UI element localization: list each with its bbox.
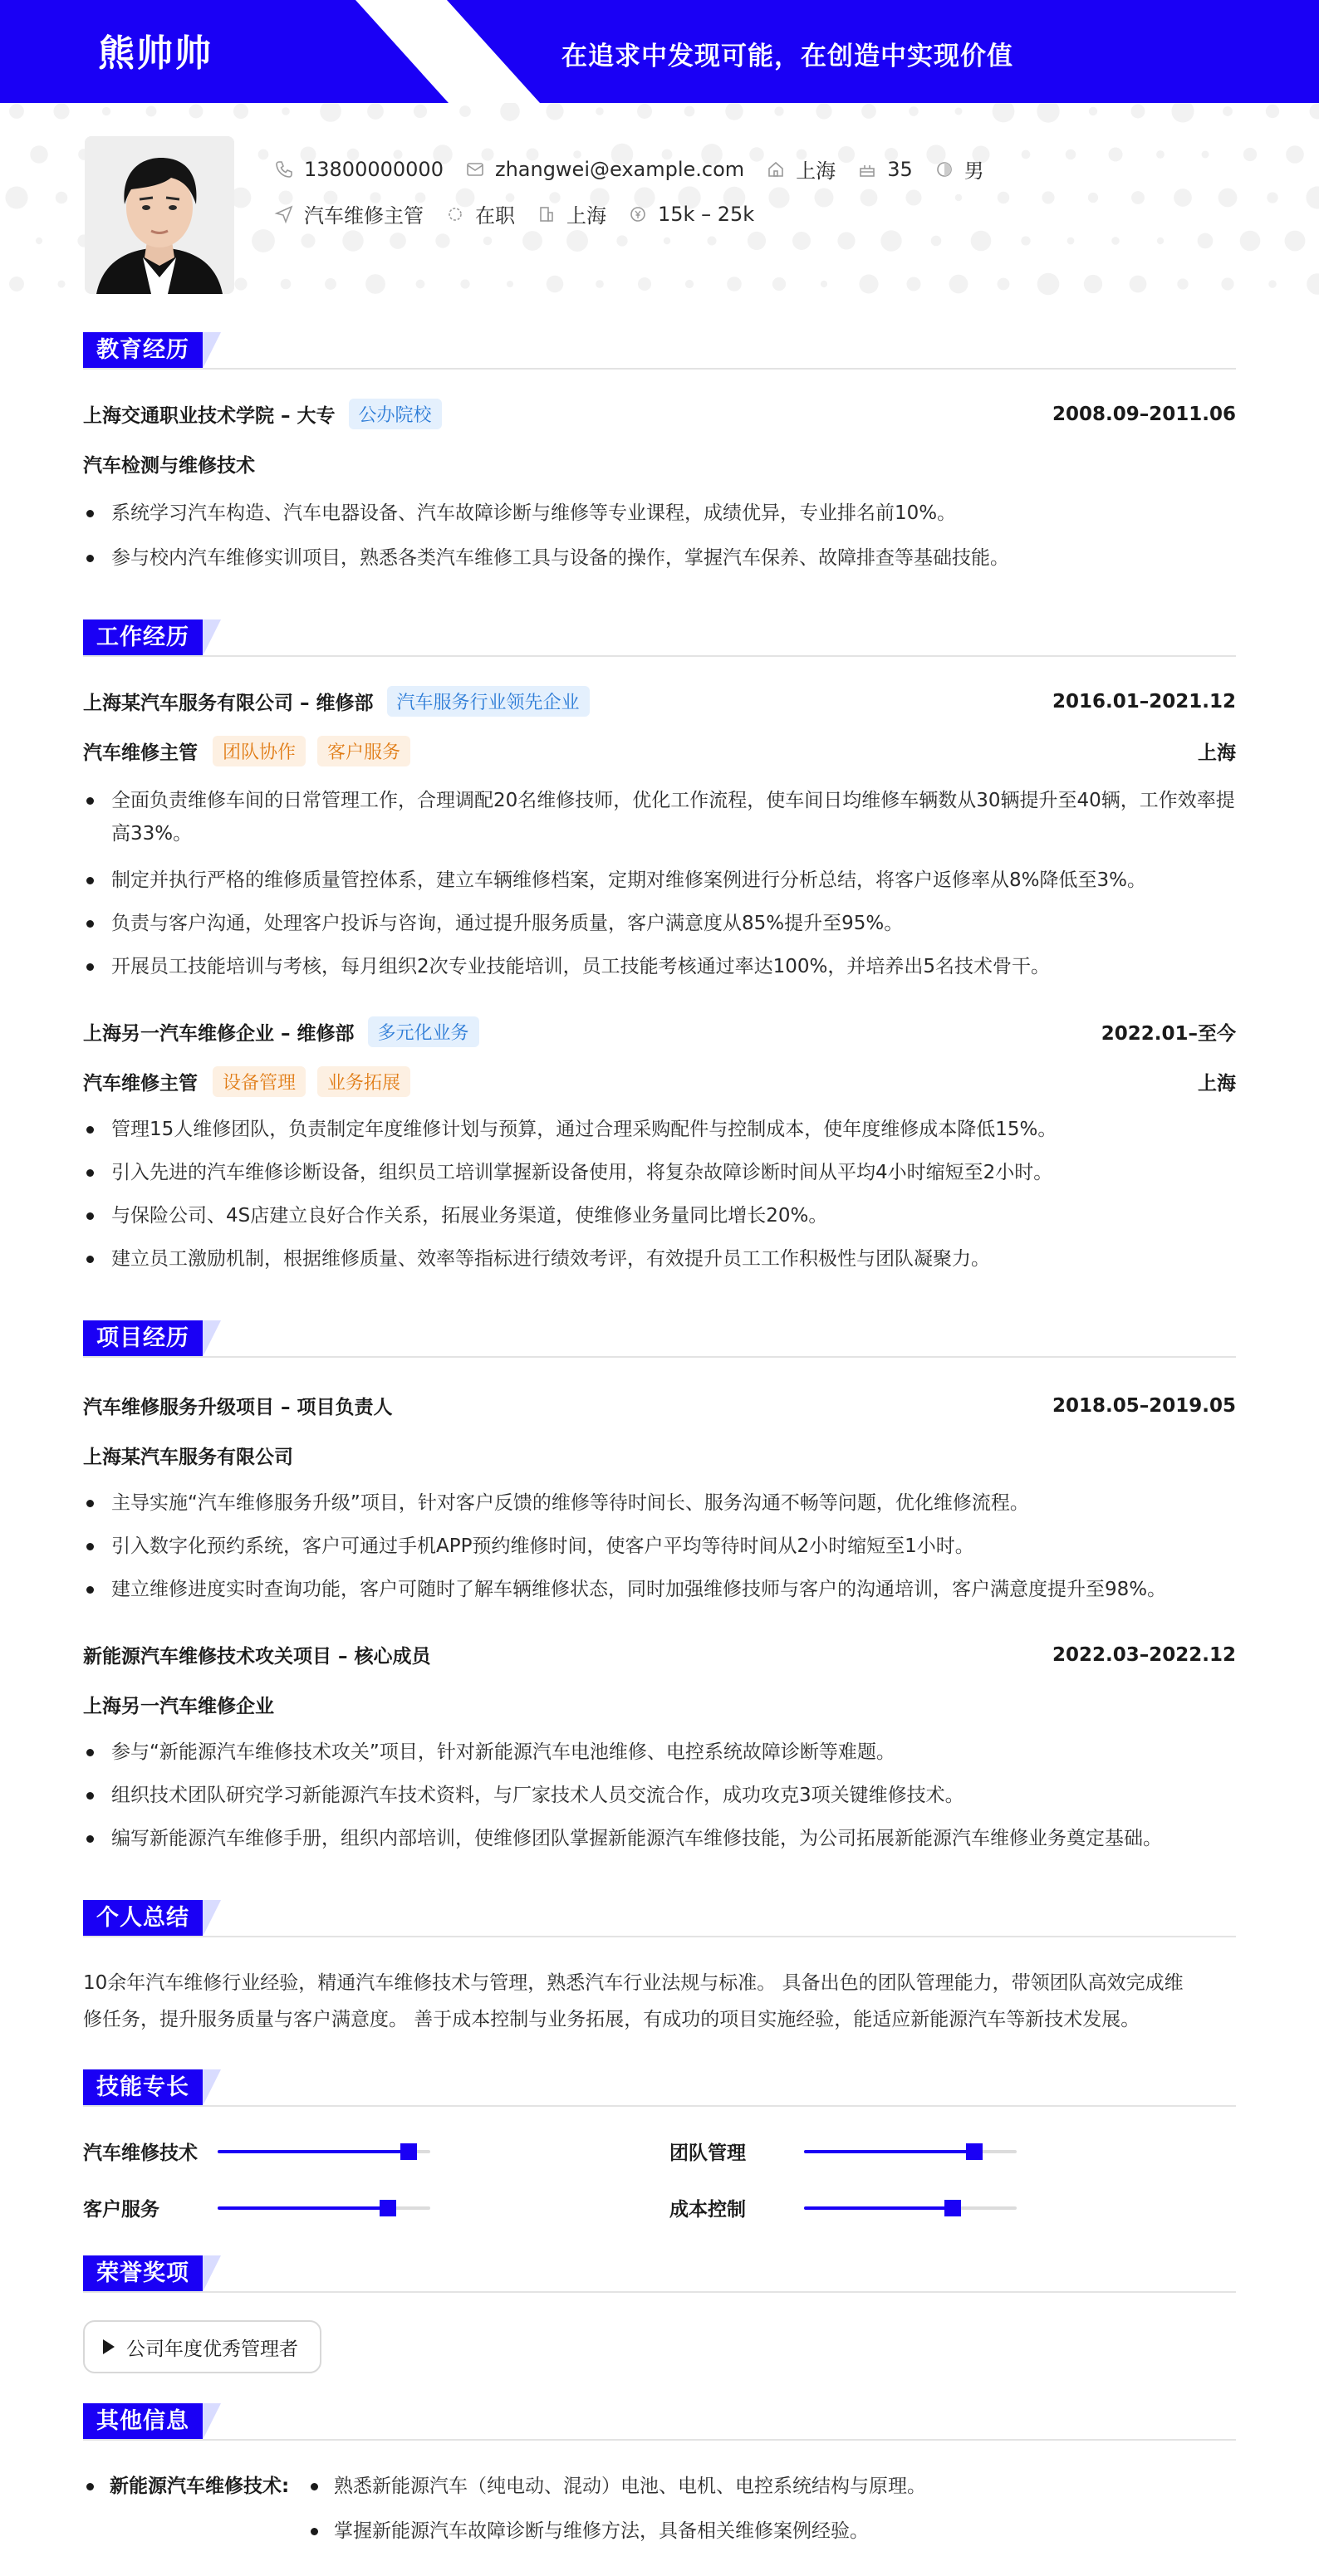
- school-tag: 公办院校: [349, 399, 442, 429]
- list-item: 全面负责维修车间的日常管理工作，合理调配20名维修技师，优化工作流程，使车间日均维修车辆数从30辆提升至40辆，工作效率提高33%。: [83, 784, 1236, 850]
- background-dot: [949, 275, 968, 294]
- money-icon: [628, 204, 648, 224]
- background-dot: [861, 189, 878, 207]
- background-dot: [189, 105, 203, 119]
- project-org-row: [83, 1691, 1236, 1718]
- phone-item[interactable]: [274, 158, 444, 181]
- skill-knob: [944, 2200, 961, 2216]
- skill-name: 团队管理: [669, 2143, 746, 2164]
- skill-item: [669, 2194, 1017, 2221]
- background-dot: [821, 281, 827, 287]
- section-awards-title: [83, 2255, 221, 2292]
- avatar: [85, 136, 234, 294]
- project-org: 上海另一汽车维修企业: [83, 1696, 274, 1717]
- skill-name: 汽车维修技术: [83, 2143, 198, 2164]
- age-text: 35: [887, 157, 913, 181]
- phone-text: 13800000000: [304, 157, 444, 181]
- list-item: 熟悉新能源汽车（纯电动、混动）电池、电机、电控系统结构与原理。: [307, 2470, 926, 2503]
- background-dot: [390, 233, 406, 249]
- list-item: 建立维修进度实时查询功能，客户可随时了解车辆维修状态，同时加强维修技师与客户的沟通培训，客户满意度提升至98%。: [83, 1573, 1236, 1606]
- background-dot: [36, 238, 42, 244]
- background-dot: [1022, 150, 1031, 159]
- section-title-label: 个人总结: [83, 1900, 203, 1937]
- building-icon: [537, 204, 557, 224]
- skill-knob: [380, 2200, 396, 2216]
- cake-icon: [857, 159, 877, 179]
- skill-item: [669, 2138, 1017, 2165]
- skill-tag: 团队协作: [213, 736, 306, 766]
- section-title-label: 项目经历: [83, 1320, 203, 1357]
- other-label: 新能源汽车维修技术:: [83, 2470, 289, 2503]
- background-dot: [53, 103, 69, 119]
- job-role-row: [83, 1066, 1236, 1097]
- award-item: [83, 2320, 321, 2373]
- background-dot: [861, 104, 876, 119]
- salary-item: [628, 203, 754, 226]
- background-dot: [1037, 273, 1060, 296]
- skill-name: 成本控制: [669, 2199, 746, 2221]
- background-dot: [772, 277, 786, 291]
- list-item: 开展员工技能培训与考核，每月组织2次专业技能培训，员工技能考核通过率达100%，并培养出5名技术骨干。: [83, 950, 1236, 983]
- background-dot: [727, 277, 742, 291]
- background-dot: [1084, 275, 1102, 293]
- gender-text: 男: [964, 159, 984, 183]
- background-dot: [56, 192, 67, 203]
- status-text: 在职: [475, 204, 515, 228]
- job-header: [83, 686, 1236, 717]
- list-item: 与保险公司、4S店建立良好合作关系，拓展业务渠道，使维修业务量同比增长20%。: [83, 1199, 1236, 1232]
- background-dot: [1111, 237, 1120, 245]
- project-header: [83, 1641, 1236, 1668]
- background-dot: [616, 235, 627, 246]
- background-dot: [1021, 236, 1030, 245]
- list-item: 引入先进的汽车维修诊断设备，组织员工培训掌握新设备使用，将复杂故障诊断时间从平均4小时缩短至2小时。: [83, 1156, 1236, 1189]
- background-dot: [1131, 105, 1145, 119]
- background-dot: [1131, 191, 1145, 204]
- list-item: 引入数字化预约系统，客户可通过手机APP预约维修时间，使客户平均等待时间从2小时缩短至1小时。: [83, 1530, 1236, 1563]
- job-city: 上海: [1198, 742, 1236, 764]
- list-item: 管理15人维修团队，负责制定年度维修计划与预算，通过合理采购配件与控制成本，使年度维修成本降低15%。: [83, 1113, 1236, 1146]
- company-tag: 多元化业务: [368, 1016, 479, 1047]
- background-dot: [1221, 277, 1233, 290]
- job-role: 汽车维修主管: [83, 1073, 198, 1095]
- project-date: 2018.05–2019.05: [1052, 1394, 1236, 1417]
- job-intent-row: [274, 199, 776, 228]
- background-dot: [931, 236, 942, 247]
- section-divider: [83, 2291, 1236, 2293]
- background-dot: [459, 105, 471, 117]
- background-dot: [522, 231, 542, 251]
- background-dot: [146, 106, 157, 117]
- background-dot: [637, 104, 652, 119]
- section-education-title: [83, 332, 221, 369]
- background-dot: [1223, 106, 1233, 116]
- list-item: 组织技术团队研究学习新能源汽车技术资料，与厂家技术人员交流合作，成功攻克3项关键维修技术。: [83, 1779, 1236, 1812]
- skill-item: [83, 2194, 430, 2221]
- skill-knob: [400, 2143, 417, 2160]
- skill-bar: [804, 2150, 1017, 2153]
- background-dot: [1202, 151, 1209, 159]
- background-dot: [1066, 149, 1076, 159]
- list-item: 参与“新能源汽车维修技术攻关”项目，针对新能源汽车电池维修、电控系统故障诊断等难题。: [83, 1736, 1236, 1769]
- position-text: 汽车维修主管: [304, 204, 424, 228]
- background-dot: [566, 230, 588, 252]
- background-dot: [258, 149, 269, 160]
- project-org-row: [83, 1442, 1236, 1469]
- skill-knob: [966, 2143, 983, 2160]
- job-role: 汽车维修主管: [83, 742, 198, 764]
- background-dot: [685, 280, 694, 288]
- background-dot: [1266, 105, 1279, 118]
- background-dot: [507, 281, 513, 287]
- background-dot: [9, 277, 24, 291]
- background-dot: [367, 103, 384, 120]
- section-title-label: 教育经历: [83, 332, 203, 369]
- background-dot: [1108, 147, 1122, 161]
- background-dot: [638, 277, 651, 291]
- background-dot: [483, 237, 493, 246]
- section-other-title: [83, 2403, 221, 2440]
- background-dot: [1267, 192, 1277, 203]
- background-dot: [234, 277, 247, 290]
- background-dot: [664, 238, 670, 244]
- background-dot: [596, 280, 604, 288]
- company-name: 上海某汽车服务有限公司 – 维修部: [83, 693, 374, 714]
- background-dot: [342, 230, 363, 251]
- background-dot: [955, 194, 962, 201]
- background-dot: [281, 279, 292, 290]
- school-name: 上海交通职业技术学院 – 大专: [83, 405, 336, 427]
- background-dot: [792, 232, 811, 250]
- background-dot: [906, 277, 920, 291]
- resume-name: 熊帅帅: [98, 32, 213, 75]
- play-icon: [103, 2339, 115, 2354]
- list-item: 参与校内汽车维修实训项目，熟悉各类汽车维修工具与设备的操作，掌握汽车保养、故障排查等基础技能。: [83, 541, 1236, 575]
- background-dot: [1042, 191, 1054, 203]
- section-title-label: 其他信息: [83, 2403, 203, 2440]
- project-name: 汽车维修服务升级项目 – 项目负责人: [83, 1397, 393, 1418]
- list-item: 主导实施“汽车维修服务升级”项目，针对客户反馈的维修等待时间长、服务沟通不畅等问题，优化维修流程。: [83, 1486, 1236, 1520]
- background-dot: [460, 279, 469, 288]
- section-divider: [83, 1356, 1236, 1358]
- background-dot: [1286, 145, 1304, 164]
- company-name: 上海另一汽车维修企业 – 维修部: [83, 1023, 355, 1045]
- background-dot: [971, 231, 992, 252]
- section-divider: [83, 655, 1236, 657]
- list-item: 建立员工激励机制，根据维修质量、效率等指标进行绩效考评，有效提升员工工作积极性与团队凝聚力。: [83, 1242, 1236, 1276]
- background-dot: [9, 104, 24, 119]
- section-summary-title: [83, 1900, 221, 1937]
- background-dot: [909, 106, 919, 116]
- background-dot: [1088, 193, 1098, 203]
- city-text: 上海: [566, 204, 606, 228]
- background-dot: [725, 103, 743, 120]
- company-tag: 汽车服务行业领先企业: [387, 686, 590, 717]
- status-icon: [445, 204, 465, 224]
- section-divider: [83, 1936, 1236, 1937]
- skill-item: [83, 2138, 430, 2165]
- list-item: 编写新能源汽车维修手册，组织内部培训，使维修团队掌握新能源汽车维修技能，为公司拓展新能源汽车维修业务奠定基础。: [83, 1822, 1236, 1855]
- project-name: 新能源汽车维修技术攻关项目 – 核心成员: [83, 1646, 431, 1668]
- background-dot: [684, 106, 695, 117]
- contact-row: [274, 154, 1006, 184]
- resume-motto: 在追求中发现可能，在创造中实现价值: [561, 42, 1013, 71]
- list-item: 制定并执行严格的维修质量管控体系，建立车辆维修档案，定期对维修案例进行分析总结，将客户返修率从8%降低至3%。: [83, 864, 1236, 897]
- background-dot: [435, 233, 449, 247]
- job-city: 上海: [1198, 1073, 1236, 1095]
- skill-tag: 客户服务: [317, 736, 410, 766]
- skill-bar: [804, 2206, 1017, 2210]
- education-date: 2008.09–2011.06: [1052, 403, 1236, 425]
- age-item: [857, 158, 913, 181]
- background-dot: [301, 233, 315, 247]
- background-dot: [1037, 103, 1059, 123]
- home-icon: [766, 159, 786, 179]
- background-dot: [5, 186, 27, 208]
- section-title-label: 技能专长: [83, 2069, 203, 2106]
- background-dot: [546, 103, 563, 120]
- job-date: 2016.01–2021.12: [1052, 690, 1236, 713]
- background-dot: [365, 274, 385, 294]
- background-dot: [57, 280, 65, 287]
- background-dot: [547, 276, 563, 292]
- location-text: 上海: [796, 159, 836, 183]
- background-dot: [414, 105, 427, 118]
- section-divider: [83, 2439, 1236, 2441]
- background-dot: [1157, 238, 1164, 244]
- background-dot: [905, 189, 921, 205]
- mail-icon: [465, 159, 485, 179]
- background-dot: [1307, 273, 1319, 295]
- background-dot: [880, 230, 901, 251]
- skill-bar: [218, 2206, 430, 2210]
- background-dot: [1306, 186, 1319, 208]
- list-item: 负责与客户沟通，处理客户投诉与咨询，通过提升服务质量，客户满意度从85%提升至95%。: [83, 907, 1236, 940]
- salary-text: 15k – 25k: [658, 202, 755, 226]
- send-icon: [274, 204, 294, 224]
- summary-line: 修任务，提升服务质量与客户满意度。 善于成本控制与业务拓展，有成功的项目实施经验，能适应新能源汽车等新技术发展。: [83, 2009, 1140, 2030]
- project-date: 2022.03–2022.12: [1052, 1643, 1236, 1666]
- background-dot: [1089, 107, 1097, 115]
- skill-tag: 业务拓展: [317, 1066, 410, 1097]
- background-dot: [774, 106, 783, 115]
- background-dot: [859, 274, 878, 293]
- background-dot: [1174, 189, 1192, 207]
- background-dot: [282, 107, 290, 115]
- section-divider: [83, 2105, 1236, 2107]
- background-dot: [500, 103, 520, 121]
- background-dot: [1243, 148, 1257, 161]
- background-dot: [1177, 278, 1188, 289]
- list-item: 掌握新能源汽车故障诊断与维修方法，具备相关维修案例经验。: [307, 2515, 869, 2548]
- section-title-label: 工作经历: [83, 620, 203, 656]
- award-label: 公司年度优秀管理者: [126, 2338, 298, 2360]
- email-item[interactable]: [465, 158, 744, 181]
- project-header: [83, 1392, 1236, 1419]
- project-org: 上海某汽车服务有限公司: [83, 1447, 293, 1468]
- background-dot: [816, 103, 831, 119]
- background-dot: [233, 104, 248, 119]
- phone-icon: [274, 159, 294, 179]
- background-dot: [30, 145, 47, 163]
- background-dot: [707, 236, 716, 245]
- section-title-label: 荣誉奖项: [83, 2255, 203, 2292]
- skill-bar: [218, 2150, 430, 2153]
- background-dot: [1285, 231, 1306, 252]
- background-dot: [998, 192, 1009, 203]
- background-dot: [102, 107, 110, 115]
- major-name: 汽车检测与维修技术: [83, 455, 255, 477]
- background-dot: [1198, 233, 1214, 249]
- background-dot: [1218, 189, 1238, 208]
- section-divider: [83, 368, 1236, 370]
- skill-name: 客户服务: [83, 2199, 159, 2221]
- summary-line: 10余年汽车维修行业经验，精通汽车维修技术与管理，熟悉汽车行业法规与标准。 具备出色的团队管理能力，带领团队高效完成维: [83, 1972, 1184, 1994]
- job-role-row: [83, 736, 1236, 766]
- background-dot: [416, 280, 425, 289]
- background-dot: [1067, 238, 1075, 245]
- background-dot: [993, 103, 1015, 122]
- background-dot: [748, 232, 766, 250]
- job-header: [83, 1016, 1236, 1047]
- skill-tag: 设备管理: [213, 1066, 306, 1097]
- status-item: [445, 199, 515, 228]
- section-work-title: [83, 620, 221, 656]
- background-dot: [1240, 231, 1261, 252]
- section-projects-title: [83, 1320, 221, 1357]
- email-text: zhangwei@example.com: [494, 157, 745, 181]
- header-banner: [0, 0, 1319, 103]
- background-dot: [596, 107, 604, 115]
- background-dot: [1130, 276, 1147, 293]
- background-dot: [954, 107, 962, 115]
- background-dot: [1309, 103, 1319, 119]
- education-major-row: [83, 450, 1236, 477]
- background-dot: [1171, 103, 1194, 123]
- gender-icon: [934, 159, 954, 179]
- location-item: [766, 154, 836, 184]
- background-dot: [1268, 280, 1277, 288]
- background-dot: [815, 189, 834, 208]
- city-item: [537, 199, 606, 228]
- position-item: [274, 199, 424, 228]
- gender-item: [934, 154, 984, 184]
- background-dot: [1156, 150, 1165, 159]
- background-dot: [325, 278, 336, 290]
- background-dot: [837, 232, 855, 249]
- background-dot: [998, 278, 1010, 291]
- job-date: 2022.01–至今: [1101, 1023, 1236, 1045]
- education-header: [83, 399, 1236, 429]
- background-dot: [252, 229, 275, 252]
- background-dot: [320, 103, 341, 122]
- list-item: 系统学习汽车构造、汽车电器设备、汽车故障诊断与维修等专业课程，成绩优异，专业排名前10%。: [83, 497, 1236, 530]
- section-skills-title: [83, 2069, 221, 2106]
